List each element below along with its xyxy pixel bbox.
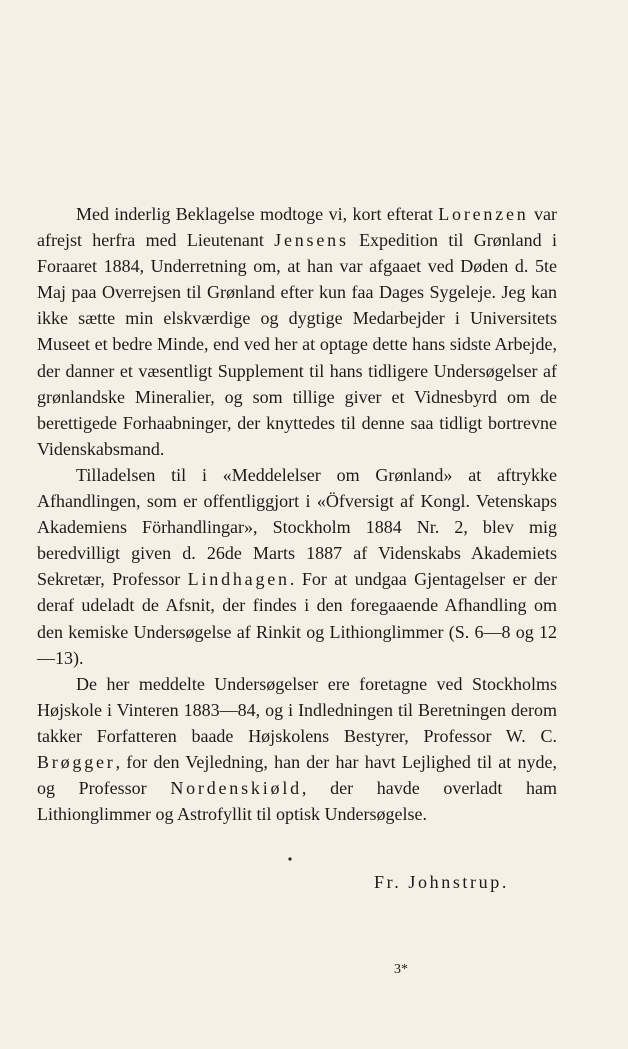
paragraph-1 (37, 201, 557, 462)
body-text (37, 201, 557, 827)
spaced-name: Nordenskiøld (170, 778, 302, 799)
text-run: . For at undgaa Gjentagelser er der deraf udeladt de Afsnit, der findes i den foregaaende Afhandling om den kemiske Undersøgelse af Rinkit og Lithionglimmer (S. 6—8 og 12—13). (37, 569, 557, 668)
text-run: Expedition til Grønland i Foraaret 1884, Underretning om, at han var afgaaet ved Døden d. 5te Maj paa Overrejsen til Grønland efter kun faa Dages Sygeleje. Jeg kan ikke sætte min elskværdige og dygtige Medarbejder i Universitets Museet et bedre Minde, end ved her at optage dette hans sidste Arbejde, der danner et væsentligt Supplement til hans tidligere Undersøgelser af grønlandske Mineralier, og som tillige giver et Vidnesbyrd om de berettigede Forhaabninger, der knyttedes til denne saa tidligt bortrevne Videnskabsmand. (37, 230, 557, 459)
spaced-name: Brøgger (37, 751, 116, 772)
page-signature-mark: 3* (394, 962, 408, 977)
spaced-name: Jensens (274, 230, 349, 251)
text-run: Tilladelsen til i «Meddelelser om Grønland» at aftrykke Afhandlingen, som er offentliggjort i «Öfversigt af Kongl. Vetenskaps Akademiens Förhandlingar», Stockholm 1884 Nr. 2, blev mig beredvilligt given d. 26de Marts 1887 af Videnskabs Akademiets Sekretær, Professor (37, 464, 557, 590)
ink-speck (288, 857, 291, 860)
signature: Fr. Johnstrup. (374, 872, 509, 892)
paragraph-3 (37, 671, 557, 828)
paragraph-2 (37, 462, 557, 671)
text-run: Med inderlig Beklagelse modtoge vi, kort efterat (76, 204, 439, 224)
text-run: , der havde overladt ham Lithionglimmer og Astrofyllit til optisk Undersøgelse. (37, 778, 557, 825)
text-run: De her meddelte Undersøgelser ere foretagne ved Stockholms Højskole i Vinteren 1883—84, og i Indledningen til Beretningen derom takker Forfatteren baade Højskolens Bestyrer, Professor W. C. (37, 673, 557, 746)
spaced-name: Lorenzen (438, 204, 529, 224)
text-run: , for den Vejledning, han der har havt Lejlighed til at nyde, og Professor (37, 751, 557, 799)
text-run: var afrejst herfra med Lieutenant (37, 204, 557, 251)
spaced-name: Lindhagen (187, 569, 290, 590)
